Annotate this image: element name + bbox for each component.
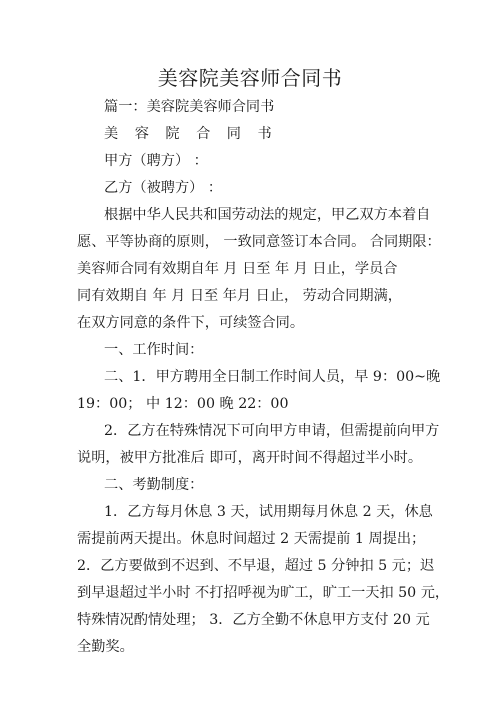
paragraph-line: 2．乙方要做到不迟到、不早退，超过 5 分钟扣 5 元；迟 [77,558,435,574]
paragraph-line: 二、1．甲方聘用全日制工作时间人员，早 9：00~晚 [104,369,441,385]
paragraph-line: 愿、平等协商的原则， 一致同意签订本合同。 合同期限： [77,234,441,250]
paragraph-line: 2．乙方在特殊情况下可向甲方申请，但需提前向甲方 [104,423,440,439]
paragraph-line: 19：00； 中 12：00 晚 22：00 [77,396,289,412]
party-b-line: 乙方（被聘方） ： [104,180,223,196]
section-heading-attendance: 二、考勤制度： [104,477,204,493]
party-a-line: 甲方（聘方） ： [104,153,208,169]
section-heading-work-time: 一、工作时间： [104,342,204,358]
paragraph-line: 特殊情况酌情处理； 3．乙方全勤不休息甲方支付 20 元 [77,612,430,628]
contract-subtitle: 美 容 院 合 同 书 [104,126,278,142]
paragraph-line: 全勤奖。 [77,639,134,655]
paragraph-line: 在双方同意的条件下，可续签合同。 [77,315,305,331]
paragraph-line: 根据中华人民共和国劳动法的规定，甲乙双方本着自 [104,207,431,223]
paragraph-line: 美容师合同有效期自年 月 日至 年 月 日止，学员合 [77,261,398,277]
paragraph-line: 同有效期自 年 月 日至 年月 日止， 劳动合同期满， [77,288,402,304]
paragraph-line: 需提前两天提出。休息时间超过 2 天需提前 1 周提出； [77,531,426,547]
section-heading-part-one: 篇一：美容院美容师合同书 [104,99,275,115]
paragraph-line: 到早退超过半小时 不打招呼视为旷工，旷工一天扣 50 元， [77,585,450,601]
document-title: 美容院美容师合同书 [157,66,343,90]
paragraph-line: 1．乙方每月休息 3 天，试用期每月休息 2 天，休息 [104,504,433,520]
paragraph-line: 说明，被甲方批准后 即可，离开时间不得超过半小时。 [77,450,423,466]
